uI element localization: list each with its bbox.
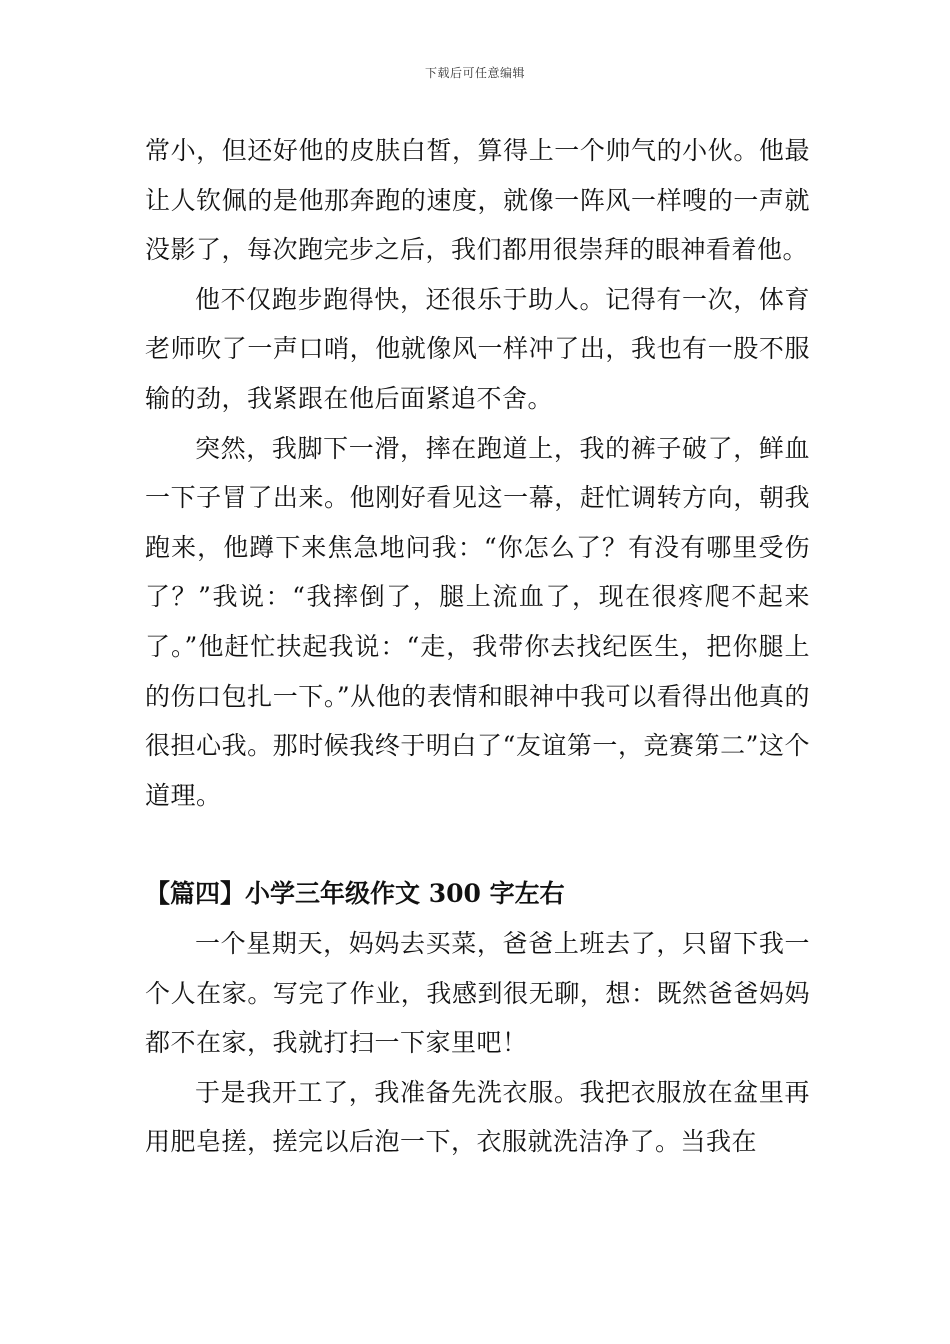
paragraph-4: 一个星期天，妈妈去买菜，爸爸上班去了，只留下我一个人在家。写完了作业，我感到很无聊，想：既然爸爸妈妈都不在家，我就打扫一下家里吧！ xyxy=(145,928,810,1058)
page-header: 下载后可任意编辑 xyxy=(424,66,525,80)
paragraph-3: 突然，我脚下一滑，摔在跑道上，我的裤子破了，鲜血一下子冒了出来。他刚好看见这一幕，赶忙调转方向，朝我跑来，他蹲下来焦急地问我：“你怎么了？有没有哪里受伤了？”我说：“我摔倒了，腿上流血了，现在很疼爬不起来了。”他赶忙扶起我说：“走，我带你去找纪医生，把你腿上的伤口包扎一下。”从他的表情和眼神中我可以看得出他真的很担心我。那时候我终于明白了“友谊第一，竞赛第二”这个道理。 xyxy=(145,433,810,810)
section-spacer xyxy=(145,820,810,869)
paragraph-2: 他不仅跑步跑得快，还很乐于助人。记得有一次，体育老师吹了一声口哨，他就像风一样冲了出，我也有一股不服输的劲，我紧跟在他后面紧追不舍。 xyxy=(145,284,810,413)
paragraph-5: 于是我开工了，我准备先洗衣服。我把衣服放在盆里再用肥皂搓，搓完以后泡一下，衣服就洗洁净了。当我在 xyxy=(145,1077,810,1157)
section-title: 【篇四】小学三年级作文 300 字左右 xyxy=(145,879,565,909)
document-body xyxy=(145,126,810,1167)
paragraph-1: 常小，但还好他的皮肤白皙，算得上一个帅气的小伙。他最让人钦佩的是他那奔跑的速度，就像一阵风一样嗖的一声就没影了，每次跑完步之后，我们都用很崇拜的眼神看着他。 xyxy=(145,136,810,265)
